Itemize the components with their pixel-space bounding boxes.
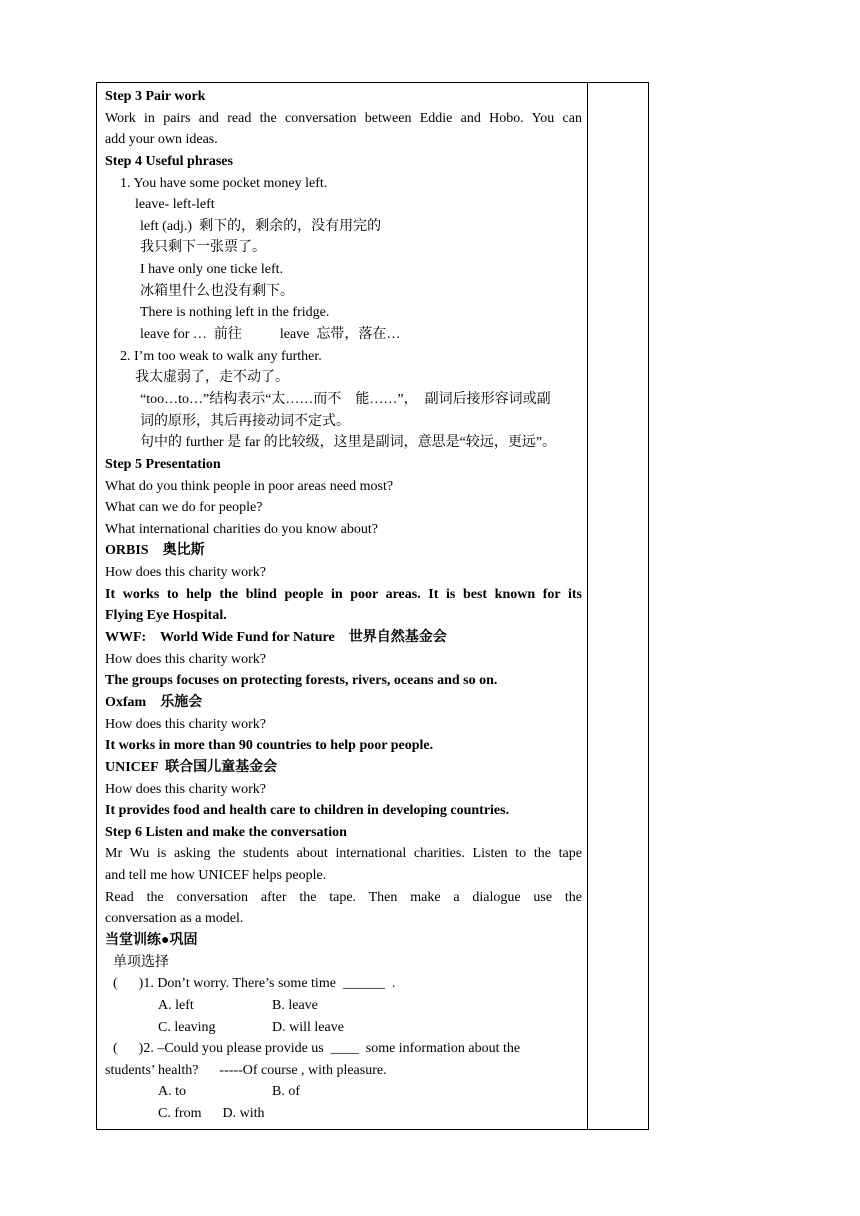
text-line: [105, 324, 582, 346]
options-row: [105, 1081, 582, 1103]
options-row: [105, 1017, 582, 1039]
text-line: How does this charity work?: [105, 651, 266, 667]
question: ( )1. Don’t worry. There’s some time ______ .: [113, 976, 396, 992]
charity-name: UNICEF 联合国儿童基金会: [105, 759, 278, 775]
text-fragment: leave 忘带，落在…: [279, 327, 401, 343]
text-line: How does this charity work?: [105, 565, 266, 581]
text-line: The groups focuses on protecting forests, rivers, oceans and so on.: [105, 673, 498, 689]
text-line: conversation as a model.: [105, 911, 244, 927]
text-line: leave- left-left: [135, 197, 215, 213]
text-line: It works to help the blind people in poor areas. It is best known for its: [105, 586, 582, 602]
charity-name: Oxfam 乐施会: [105, 694, 203, 710]
text-line: Flying Eye Hospital.: [105, 608, 227, 624]
text-line: What do you think people in poor areas need most?: [105, 478, 394, 494]
text-line: “too…to…”结构表示“太……而不 能……”， 副词后接形容词或副: [140, 391, 551, 407]
text-line: What international charities do you know about?: [105, 521, 378, 537]
step-heading: Step 4 Useful phrases: [105, 153, 233, 169]
step-heading: Step 5 Presentation: [105, 456, 221, 472]
text-line: add your own ideas.: [105, 132, 218, 148]
text-line: Mr Wu is asking the students about international charities. Listen to the tape: [105, 846, 582, 862]
text-fragment: leave for … 前往: [140, 327, 242, 343]
text-line: How does this charity work?: [105, 781, 266, 797]
option: B. of: [272, 1084, 300, 1100]
text-line: 我太虚弱了，走不动了。: [135, 370, 289, 386]
column-divider: [587, 83, 588, 1129]
text-line: 单项选择: [113, 954, 169, 970]
question: ( )2. –Could you please provide us ____ some information about the: [113, 1041, 521, 1057]
phrase-item: 2. I’m too weak to walk any further.: [120, 348, 322, 364]
text-line: How does this charity work?: [105, 716, 266, 732]
text-line: and tell me how UNICEF helps people.: [105, 868, 327, 884]
step-heading: Step 6 Listen and make the conversation: [105, 824, 347, 840]
option: B. leave: [272, 997, 318, 1013]
option: A. left: [158, 997, 194, 1013]
lesson-table: [96, 82, 649, 1130]
content-cell: [105, 86, 582, 1125]
question: students’ health? -----Of course , with pleasure.: [105, 1062, 387, 1078]
option: C. leaving: [158, 1019, 216, 1035]
text-line: I have only one ticke left.: [140, 262, 284, 278]
text-line: 我只剩下一张票了。: [140, 240, 266, 256]
text-line: Read the conversation after the tape. Then make a dialogue use the: [105, 889, 582, 905]
options-row: [105, 995, 582, 1017]
text-line: 词的原形，其后再接动词不定式。: [140, 413, 350, 429]
step-heading: Step 3 Pair work: [105, 89, 206, 104]
text-line: Work in pairs and read the conversation between Eddie and Hobo. You can: [105, 110, 582, 126]
text-line: 句中的 further 是 far 的比较级，这里是副词，意思是“较远，更远”。: [140, 435, 557, 451]
exercise-heading: 当堂训练●巩固: [105, 932, 198, 948]
text-line: left (adj.) 剩下的，剩余的，没有用完的: [140, 218, 382, 234]
text-line: 冰箱里什么也没有剩下。: [140, 283, 294, 299]
option: A. to: [158, 1084, 186, 1100]
text-line: There is nothing left in the fridge.: [140, 305, 330, 321]
text-line: What can we do for people?: [105, 500, 263, 516]
phrase-item: 1. You have some pocket money left.: [120, 175, 328, 191]
text-line: It provides food and health care to children in developing countries.: [105, 803, 510, 819]
charity-name: WWF: World Wide Fund for Nature 世界自然基金会: [105, 630, 447, 646]
option: C. from D. with: [158, 1106, 265, 1122]
option: D. will leave: [272, 1019, 344, 1035]
charity-name: ORBIS 奥比斯: [105, 543, 205, 559]
text-line: It works in more than 90 countries to help poor people.: [105, 738, 434, 754]
